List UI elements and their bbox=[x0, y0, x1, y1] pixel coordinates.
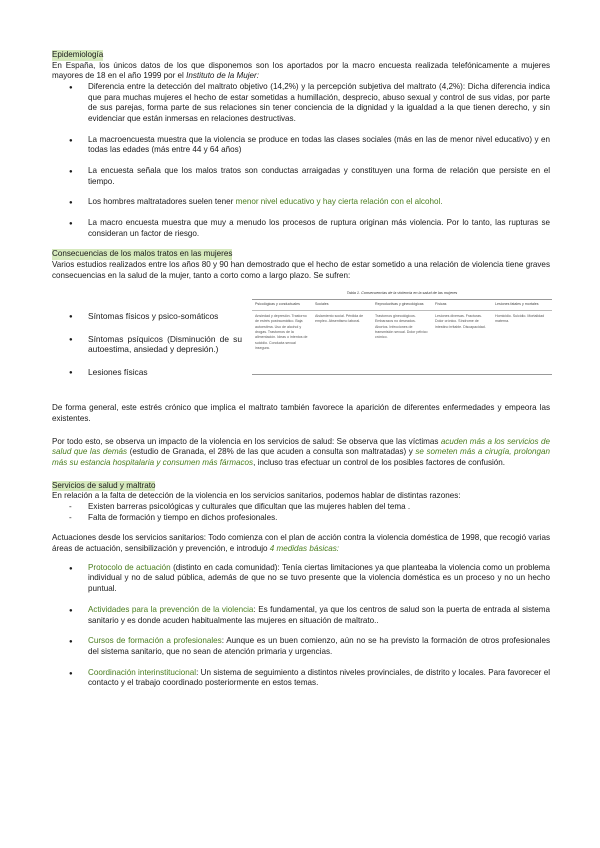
list-item: ● Cursos de formación a profesionales: Aunque es un buen comienzo, aún no se ha previsto la formación de otros profesionales del sistema sanitario, que no sean de atención primaria y urgencias. bbox=[52, 636, 550, 657]
list-item: ● La macroencuesta muestra que la violencia se produce en todas las clases sociales (más en las de menor nivel educativo) y en todas las edades (más entre 44 y 64 años) bbox=[52, 135, 550, 156]
services-intro: En relación a la falta de detección de la violencia en los servicios sanitarios, podemos hablar de distintas razones: bbox=[52, 491, 461, 501]
measures-list bbox=[52, 563, 550, 595]
list-item: ● La encuesta señala que los malos tratos son conductas arraigadas y constituyen una forma de relación que persiste en el tiempo. bbox=[52, 166, 550, 187]
document-page bbox=[52, 50, 550, 689]
reasons-list bbox=[52, 502, 550, 523]
list-item: ● Los hombres maltratadores suelen tener menor nivel educativo y hay cierta relación con el alcohol. bbox=[52, 197, 550, 208]
table-header-cell: Lesiones fatales y mortales bbox=[495, 302, 539, 307]
epidemiology-list bbox=[52, 82, 550, 125]
symptoms-list bbox=[52, 311, 242, 389]
table-cell: Ansiedad y depresión. Trastorno de estrés postraumático. Baja autoestima. Uso de alcohol y drogas. Trastornos de la alimentación. Ideas o intentos de suicidio. Conducta sexual insegura. bbox=[255, 313, 308, 351]
impact-paragraph: Por todo esto, se observa un impacto de la violencia en los servicios de salud: Se observa que las víctimas acuden más a los servicios de salud que las demás (estudio de Granada, el 28% de las que acuden a consulta son maltratadas) y se someten más a cirugía, prolongan más su estancia hospitalaria y consumen más fármacos, incluso tras efectuar un control de los posibles factores de confusión. bbox=[52, 436, 550, 468]
table-header-cell: Reproductivas y ginecológicas bbox=[375, 302, 424, 307]
heading-consecuencias: Consecuencias de los malos tratos en las mujeres bbox=[52, 249, 233, 259]
table-cell: Trastornos ginecológicos. Embarazos no deseados. Abortos. Infecciones de transmisión sexual. Dolor pélvico crónico. bbox=[375, 313, 428, 340]
consequences-block bbox=[52, 291, 550, 403]
consequences-table bbox=[252, 291, 552, 374]
list-item: ● Diferencia entre la detección del maltrato objetivo (14,2%) y la percepción subjetiva del maltrato (4,2%): Dicha diferencia indica que para muchas mujeres el hecho de estar sometidas a humillación, desprecio, abuso sexual y control de sus vidas, por parte de sus parejas, forma parte de sus relaciones sin tener conciencia de la dignidad y la igualdad a la que tienen derecho, y sin evidenciar que están inmersas en relaciones destructivas. bbox=[52, 82, 550, 125]
list-item: ● Síntomas físicos y psico-somáticos bbox=[52, 311, 242, 322]
heading-servicios: Servicios de salud y maltrato bbox=[52, 480, 156, 490]
table-row bbox=[252, 311, 552, 375]
list-item: ● Actividades para la prevención de la violencia: Es fundamental, ya que los centros de salud son la puerta de entrada al sistema sanitario y es donde acuden habitualmente las mujeres en situación de maltrato.. bbox=[52, 605, 550, 626]
table-header-cell: Sociales bbox=[315, 302, 329, 307]
list-item: ● Lesiones físicas bbox=[52, 367, 242, 378]
intro-paragraph: En España, los únicos datos de los que disponemos son los aportados por la macro encuesta realizada telefónicamente a mujeres mayores de 18 en el año 1999 por el Instituto de la Mujer: bbox=[52, 60, 550, 81]
table-header-cell: Psicológicas y conductuales bbox=[255, 302, 300, 307]
list-item: - Falta de formación y tiempo en dichos profesionales. bbox=[52, 513, 550, 524]
table-header bbox=[252, 299, 552, 310]
list-item: - Existen barreras psicológicas y culturales que dificultan que las mujeres hablen del tema . bbox=[52, 502, 550, 513]
consequences-intro: Varios estudios realizados entre los años 80 y 90 han demostrado que el hecho de estar sometido a una relación de violencia tiene graves consecuencias en la salud de la mujer, tanto a corto como a largo plazo. Se sufren: bbox=[52, 260, 550, 280]
list-item: ● Coordinación interinstitucional: Un sistema de seguimiento a distintos niveles provinciales, de distrito y locales. Para favorecer el contacto y el trabajo coordinado posteriormente en estos temas. bbox=[52, 668, 550, 689]
table-cell: Lesiones diversas. Fracturas. Dolor crónico. Síndrome de intestino irritable. Discapacidad. bbox=[435, 313, 486, 329]
table-caption: Tabla 1. Consecuencias de la violencia en la salud de las mujeres bbox=[346, 291, 458, 296]
list-item: ● La macro encuesta muestra que muy a menudo los procesos de ruptura originan más violencia. Por lo tanto, las rupturas se consideran un factor de riesgo. bbox=[52, 218, 550, 239]
heading-epidemiologia: Epidemiología bbox=[52, 50, 104, 59]
list-item: ● Protocolo de actuación (distinto en cada comunidad): Tenía ciertas limitaciones ya que planteaba la violencia como un problema individual y no de salud pública, además de que no se tuvo presente que la violencia doméstica es un proceso y no un hecho puntual. bbox=[52, 563, 550, 595]
table-header-cell: Físicas bbox=[435, 302, 447, 307]
table-cell: Homicidio. Suicidio. Mortalidad materna. bbox=[495, 313, 545, 324]
stress-paragraph: De forma general, este estrés crónico que implica el maltrato también favorece la aparición de diferentes enfermedades y empeora las existentes. bbox=[52, 403, 550, 424]
actions-paragraph: Actuaciones desde los servicios sanitarios: Todo comienza con el plan de acción contra la violencia doméstica de 1998, que recogió varias áreas de actuación, sensibilización y prevención, e introdujo 4 medidas básicas: bbox=[52, 533, 550, 554]
list-item: ● Síntomas psíquicos (Disminución de su autoestima, ansiedad y depresión.) bbox=[52, 334, 242, 355]
table-cell: Aislamiento social. Pérdida de empleo. Absentismo laboral. bbox=[315, 313, 364, 324]
